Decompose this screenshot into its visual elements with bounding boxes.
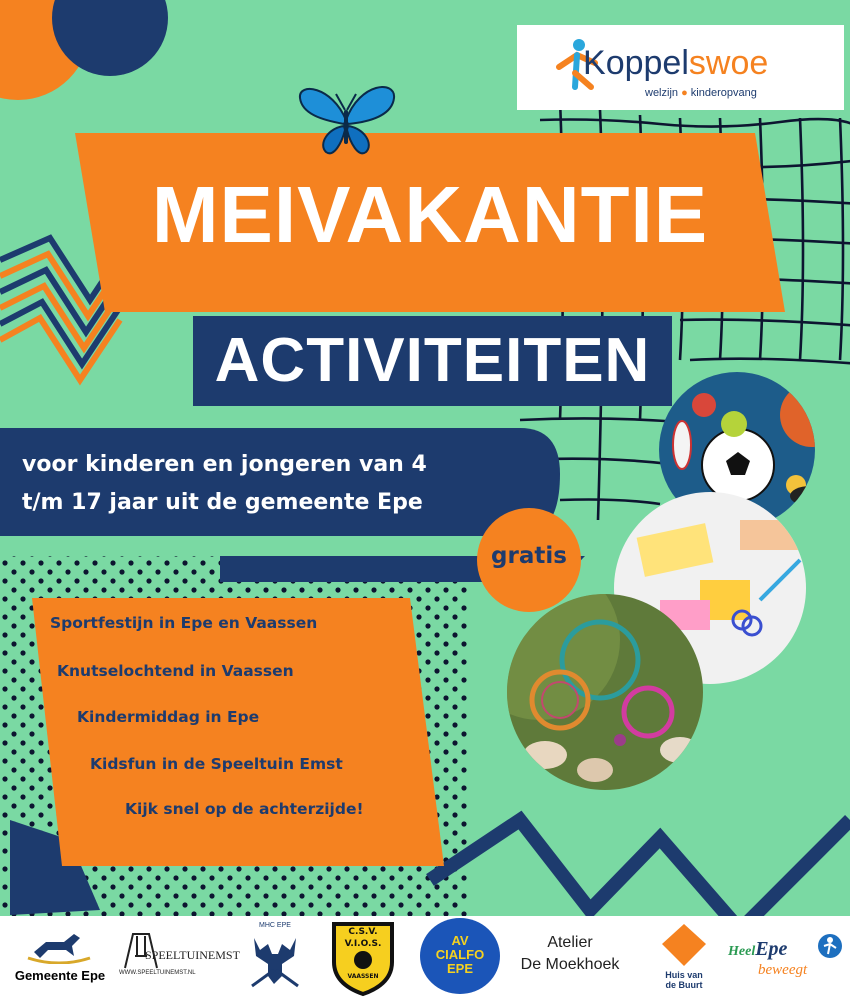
navy-zigzag xyxy=(430,820,850,930)
atelier-line-1: Atelier xyxy=(547,934,593,951)
gemeente-deer-icon xyxy=(26,928,92,964)
tagline-welzijn: welzijn xyxy=(645,87,679,99)
activities-panel xyxy=(32,598,444,866)
tagline-kinderopvang: kinderopvang xyxy=(690,87,757,99)
mhc-label: MHC EPE xyxy=(259,922,291,929)
koppelswoe-wordmark xyxy=(583,45,768,81)
gemeente-label: Gemeente Epe xyxy=(14,968,106,983)
heel-word: Heel xyxy=(728,944,756,959)
title-meivakantie: MEIVAKANTIE xyxy=(151,170,709,259)
speeltuin-url: WWW.SPEELTUINEMST.NL xyxy=(119,970,196,976)
brand-oppel: oppel xyxy=(605,44,689,82)
heel-epe-wordmark xyxy=(728,938,787,961)
av-line-1: AV xyxy=(451,933,469,948)
koppelswoe-logo[interactable] xyxy=(517,25,844,110)
audience-text xyxy=(22,446,427,522)
sponsor-huis-van-de-buurt[interactable] xyxy=(648,922,720,998)
huis-text xyxy=(648,970,720,990)
csv-place: VAASSEN xyxy=(347,973,379,980)
mhc-moose-icon xyxy=(244,930,306,992)
gratis-label: gratis xyxy=(491,543,567,569)
av-line-3: EPE xyxy=(446,961,473,976)
huis-shape-icon xyxy=(660,922,708,968)
sponsor-av-cialfo[interactable] xyxy=(420,918,500,994)
brand-swoe: swoe xyxy=(688,44,769,82)
sponsor-mhc-epe[interactable] xyxy=(238,920,312,996)
beweegt-word: beweegt xyxy=(758,962,808,978)
csv-letters: V.I.O.S. xyxy=(344,939,382,949)
heel-epe-figure-icon xyxy=(816,932,844,960)
epe-word: Epe xyxy=(755,938,788,960)
sponsor-atelier-moekhoek[interactable] xyxy=(505,932,635,976)
csv-label: C.S.V. xyxy=(348,927,378,937)
title-activiteiten: ACTIVITEITEN xyxy=(214,326,651,395)
butterfly-icon xyxy=(292,80,400,164)
huis-line-1: Huis van xyxy=(665,970,703,980)
speeltuin-label: SPEELTUINEMST xyxy=(145,948,240,962)
activity-item: Knutselochtend in Vaassen xyxy=(57,662,294,680)
audience-line-2: t/m 17 jaar uit de gemeente Epe xyxy=(22,490,423,515)
sponsor-csv-vios[interactable] xyxy=(330,918,396,998)
activity-item: Kidsfun in de Speeltuin Emst xyxy=(90,755,343,773)
av-line-2: CIALFO xyxy=(435,947,485,962)
brand-k: K xyxy=(583,44,606,82)
av-text xyxy=(420,934,500,976)
sponsor-heel-epe-beweegt[interactable] xyxy=(728,930,846,990)
audience-line-1: voor kinderen en jongeren van 4 xyxy=(22,452,427,477)
activity-item: Kijk snel op de achterzijde! xyxy=(125,800,364,818)
huis-line-2: de Buurt xyxy=(665,980,703,990)
sponsor-speeltuin-emst[interactable] xyxy=(115,930,240,990)
sponsor-gemeente-epe[interactable] xyxy=(4,926,116,996)
tagline-dot: ● xyxy=(681,87,688,99)
atelier-line-2: De Moekhoek xyxy=(520,956,620,973)
activity-item: Sportfestijn in Epe en Vaassen xyxy=(50,614,318,632)
koppelswoe-tagline xyxy=(645,87,757,99)
activity-item: Kindermiddag in Epe xyxy=(77,708,260,726)
